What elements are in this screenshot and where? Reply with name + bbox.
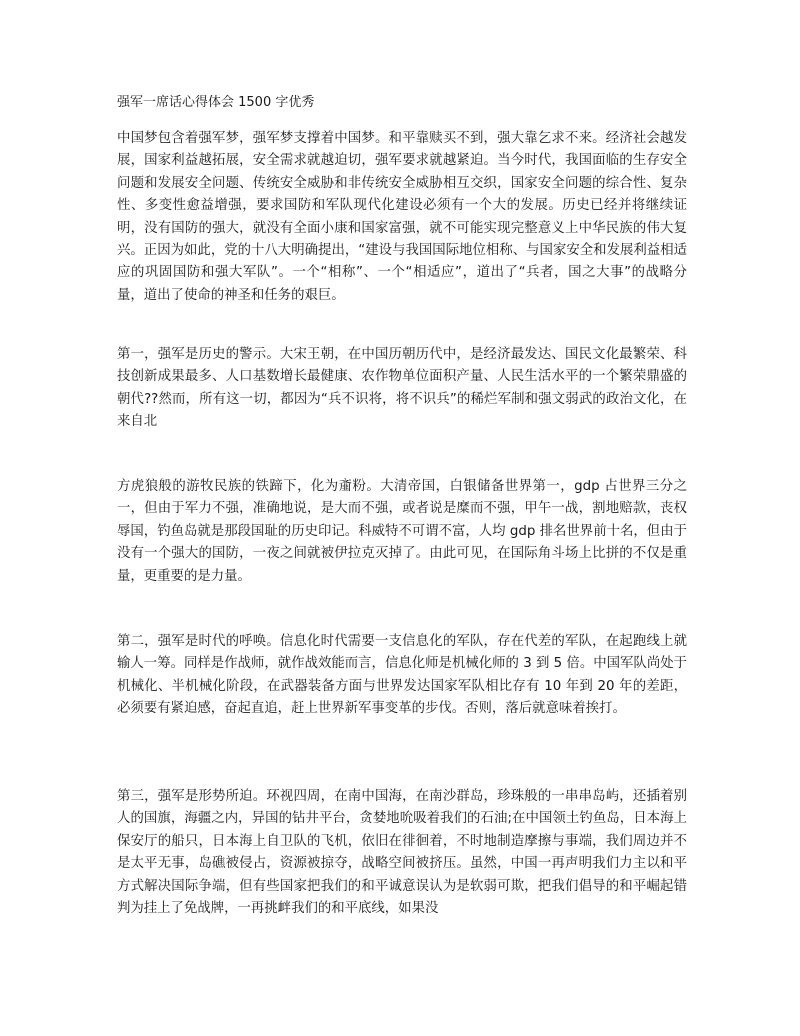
paragraph-situation: 第三，强军是形势所迫。环视四周，在南中国海，在南沙群岛，珍珠般的一串串岛屿，还插着别人的国旗，海疆之内，异国的钻井平台，贪婪地吮吸着我们的石油;在中国领土钓鱼岛，日本海上保安厅的船只，日本海上自卫队的飞机，依旧在徘徊着，不时地制造摩擦与事端，我们周边并不是太平无事，岛礁被侵占，资源被掠夺，战略空间被挤压。虽然，中国一再声明我们力主以和平方式解决国际争端，但有些国家把我们的和平诚意误认为是软弱可欺，把我们倡导的和平崛起错判为挂上了免战牌，一再挑衅我们的和平底线，如果没	[117, 789, 687, 917]
document-title: 强军一席话心得体会 1500 字优秀	[117, 95, 315, 110]
paragraph-history-warning: 第一，强军是历史的警示。大宋王朝，在中国历朝历代中，是经济最发达、国民文化最繁荣、科技创新成果最多、人口基数增长最健康、农作物单位面积产量、人民生活水平的一个繁荣鼎盛的朝代??然而，所有这一切，都因为“兵不识将，将不识兵”的稀烂军制和强文弱武的政治文化，在来自北	[117, 347, 687, 430]
paragraph-intro: 中国梦包含着强军梦，强军梦支撑着中国梦。和平靠赎买不到，强大靠乞求不来。经济社会越发展，国家利益越拓展，安全需求就越迫切，强军要求就越紧迫。当今时代，我国面临的生存安全问题和发展安全问题、传统安全威胁和非传统安全威胁相互交织，国家安全问题的综合性、复杂性、多变性愈益增强，要求国防和军队现代化建设必须有一个大的发展。历史已经并将继续证明，没有国防的强大，就没有全面小康和国家富强，就不可能实现完整意义上中华民族的伟大复兴。正因为如此，党的十八大明确提出，“建设与我国国际地位相称、与国家安全和发展利益相适应的巩固国防和强大军队”。一个“相称”、一个“相适应”，道出了“兵者，国之大事”的战略分量，道出了使命的神圣和任务的艰巨。	[117, 131, 687, 303]
paragraph-era-call: 第二，强军是时代的呼唤。信息化时代需要一支信息化的军队，存在代差的军队，在起跑线上就输人一筹。同样是作战师，就作战效能而言，信息化师是机械化师的 3 到 5 倍。中国军队尚处于机械化、半机械化阶段，在武器装备方面与世界发达国家军队相比存有 10 年到 20 年的差距，必须要有紧迫感，奋起直追，赶上世界新军事变革的步伐。否则，落后就意味着挨打。	[117, 634, 687, 717]
paragraph-history-continued: 方虎狼般的游牧民族的铁蹄下，化为齑粉。大清帝国，白银储备世界第一，gdp 占世界三分之一，但由于军力不强，准确地说，是大而不强，或者说是糜而不强，甲午一战，割地赔款，丧权辱国，钓鱼岛就是那段国耻的历史印记。科威特不可谓不富，人均 gdp 排名世界前十名，但由于没有一个强大的国防，一夜之间就被伊拉克灭掉了。由此可见，在国际角斗场上比拼的不仅是重量，更重要的是力量。	[117, 479, 687, 584]
